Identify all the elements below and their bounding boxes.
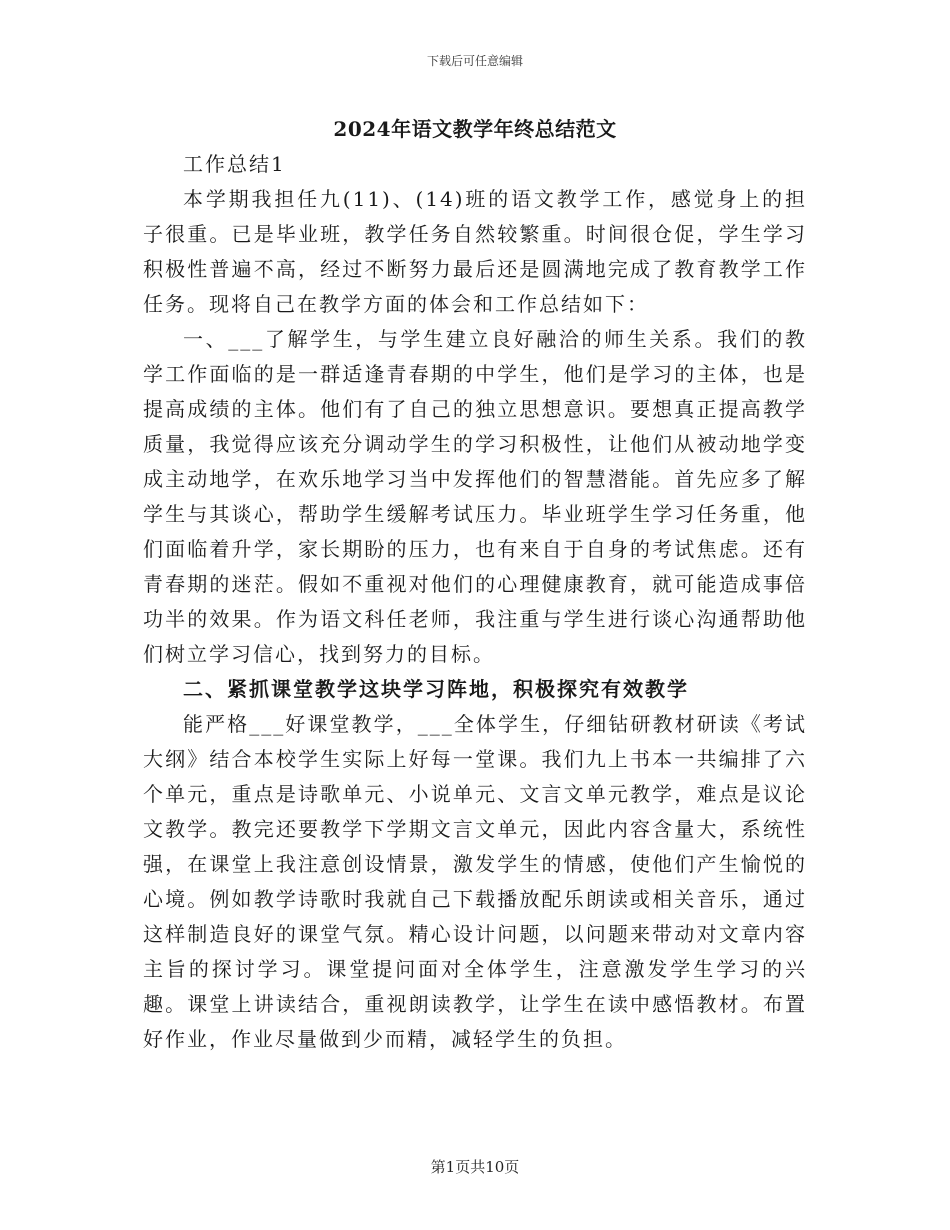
document-body	[143, 147, 807, 1057]
intro-paragraph: 本学期我担任九(11)、(14)班的语文教学工作，感觉身上的担子很重。已是毕业班，教学任务自然较繁重。时间很仓促，学生学习积极性普遍不高，经过不断努力最后还是圆满地完成了教育教学工作任务。现将自己在教学方面的体会和工作总结如下：	[143, 187, 807, 316]
section-two-heading: 二、紧抓课堂教学这块学习阵地，积极探究有效教学	[183, 677, 689, 701]
document-title: 2024年语文教学年终总结范文	[333, 117, 617, 141]
subtitle-paragraph: 工作总结1	[183, 152, 286, 176]
page-number: 第1页共10页	[430, 1158, 520, 1176]
section-two-paragraph: 能严格___好课堂教学，___全体学生，仔细钻研教材研读《考试大纲》结合本校学生实际上好每一堂课。我们九上书本一共编排了六个单元，重点是诗歌单元、小说单元、文言文单元教学，难点是议论文教学。教完还要教学下学期文言文单元，因此内容含量大，系统性强，在课堂上我注意创设情景，激发学生的情感，使他们产生愉悦的心境。例如教学诗歌时我就自己下载播放配乐朗读或相关音乐，通过这样制造良好的课堂气氛。精心设计问题，以问题来带动对文章内容主旨的探讨学习。课堂提问面对全体学生，注意激发学生学习的兴趣。课堂上讲读结合，重视朗读教学，让学生在读中感悟教材。布置好作业，作业尽量做到少而精，减轻学生的负担。	[143, 712, 807, 1051]
section-one-paragraph: 一、___了解学生，与学生建立良好融洽的师生关系。我们的教学工作面临的是一群适逢青春期的中学生，他们是学习的主体，也是提高成绩的主体。他们有了自己的独立思想意识。要想真正提高教学质量，我觉得应该充分调动学生的学习积极性，让他们从被动地学变成主动地学，在欢乐地学习当中发挥他们的智慧潜能。首先应多了解学生与其谈心，帮助学生缓解考试压力。毕业班学生学习任务重，他们面临着升学，家长期盼的压力，也有来自于自身的考试焦虑。还有青春期的迷茫。假如不重视对他们的心理健康教育，就可能造成事倍功半的效果。作为语文科任老师，我注重与学生进行谈心沟通帮助他们树立学习信心，找到努力的目标。	[143, 327, 807, 666]
page-header-note: 下载后可任意编辑	[426, 54, 523, 68]
